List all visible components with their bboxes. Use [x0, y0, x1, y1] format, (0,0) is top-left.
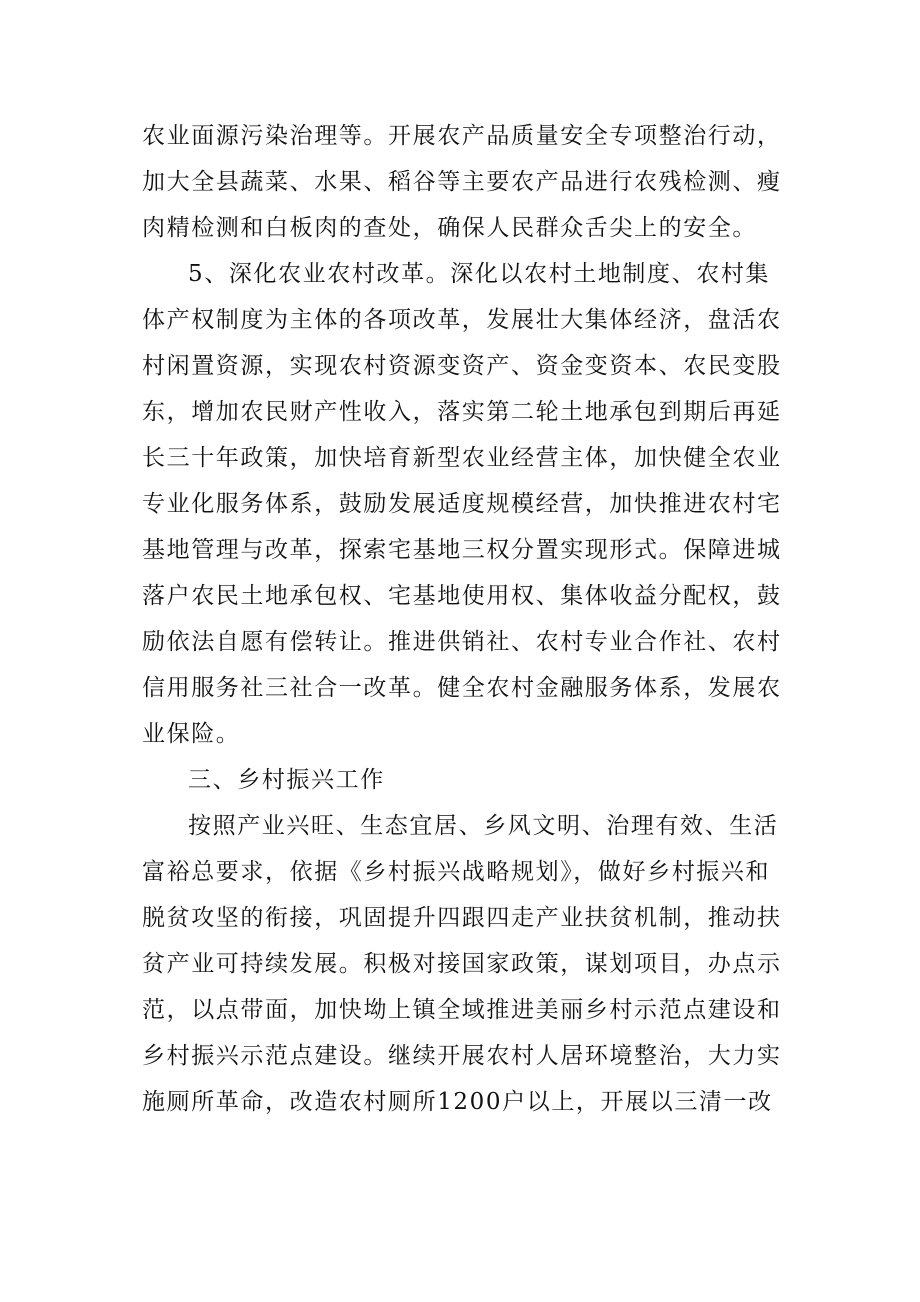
paragraph-rural-revitalization — [142, 803, 782, 1125]
text-line: 村闲置资源，实现农村资源变资产、资金变资本、农民变股 — [142, 353, 782, 379]
paragraph-pollution-control — [142, 113, 782, 251]
text-line: 脱贫攻坚的衔接，巩固提升四跟四走产业扶贫机制，推动扶 — [142, 905, 782, 931]
text-line: 长三十年政策，加快培育新型农业经营主体，加快健全农业 — [142, 445, 782, 471]
text-line: 农业面源污染治理等。开展农产品质量安全专项整治行动， — [142, 123, 782, 149]
document-body — [142, 113, 782, 1125]
text-line: 乡村振兴示范点建设。继续开展农村人居环境整治，大力实 — [142, 1043, 782, 1069]
text-line: 信用服务社三社合一改革。健全农村金融服务体系，发展农 — [142, 675, 782, 701]
text-line: 施厕所革命，改造农村厕所1200户以上，开展以三清一改 — [142, 1089, 773, 1115]
text-line: 体产权制度为主体的各项改革，发展壮大集体经济，盘活农 — [142, 307, 782, 333]
text-line: 加大全县蔬菜、水果、稻谷等主要农产品进行农残检测、瘦 — [142, 169, 782, 195]
text-line: 5、深化农业农村改革。深化以农村土地制度、农村集 — [188, 261, 771, 287]
text-line: 富裕总要求，依据《乡村振兴战略规划》，做好乡村振兴和 — [142, 859, 771, 885]
text-line: 按照产业兴旺、生态宜居、乡风文明、治理有效、生活 — [188, 813, 779, 839]
paragraph-rural-reform — [142, 251, 782, 757]
section-heading-rural-revitalization — [142, 757, 782, 803]
text-line: 业保险。 — [142, 721, 241, 747]
text-line: 肉精检测和白板肉的查处，确保人民群众舌尖上的安全。 — [142, 215, 757, 241]
text-line: 励依法自愿有偿转让。推进供销社、农村专业合作社、农村 — [142, 629, 782, 655]
text-line: 贫产业可持续发展。积极对接国家政策，谋划项目，办点示 — [142, 951, 782, 977]
text-line: 专业化服务体系，鼓励发展适度规模经营，加快推进农村宅 — [142, 491, 782, 517]
text-line: 基地管理与改革，探索宅基地三权分置实现形式。保障进城 — [142, 537, 782, 563]
text-line: 落户农民土地承包权、宅基地使用权、集体收益分配权，鼓 — [142, 583, 782, 609]
section-heading: 三、乡村振兴工作 — [188, 767, 385, 793]
text-line: 范，以点带面，加快坳上镇全域推进美丽乡村示范点建设和 — [142, 997, 782, 1023]
text-line: 东，增加农民财产性收入，落实第二轮土地承包到期后再延 — [142, 399, 782, 425]
